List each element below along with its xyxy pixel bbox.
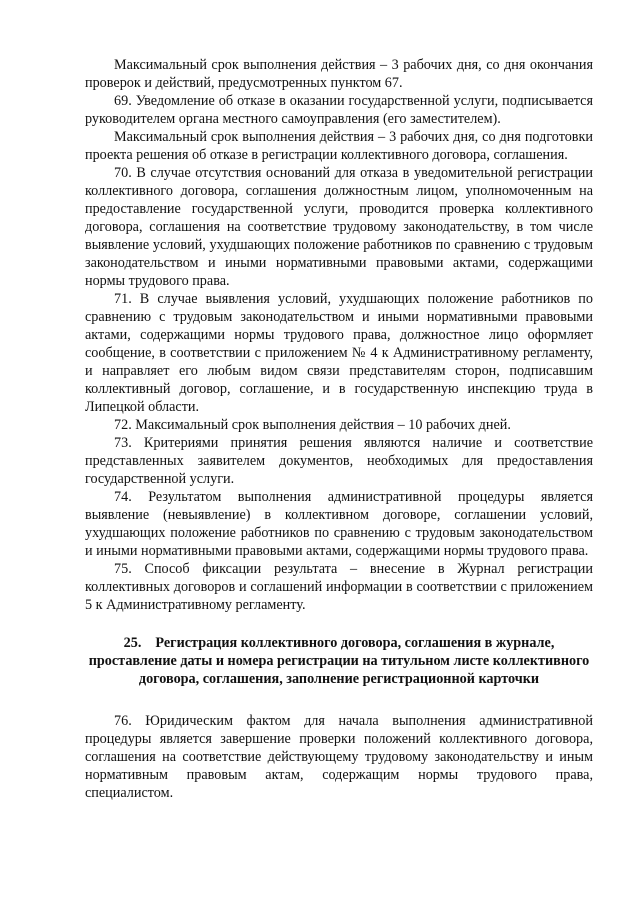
paragraph-75: 75. Способ фиксации результата – внесение в Журнал регистрации коллективных договоров и соглашений информации в соответствии с приложением 5 к Административному регламенту. bbox=[85, 561, 593, 613]
paragraph-71: 71. В случае выявления условий, ухудшающих положение работников по сравнению с трудовым законодательством и иными нормативными правовыми актами, содержащими нормы трудового права, должностное лицо оформляет сообщение, в соответствии с приложением № 4 к Административному регламенту, и направляет его любым видом связи представителям сторон, подписавшим коллективный договор, соглашение, и в государственную инспекцию труда в Липецкой области. bbox=[85, 291, 593, 415]
paragraph-73: 73. Критериями принятия решения являются наличие и соответствие представленных заявителем документов, необходимых для предоставления государственной услуги. bbox=[85, 435, 593, 487]
paragraph-69: 69. Уведомление об отказе в оказании государственной услуги, подписывается руководителем органа местного самоуправления (его заместителем). bbox=[85, 93, 593, 127]
section-number: 25. bbox=[123, 635, 142, 651]
paragraph-max-term-refusal: Максимальный срок выполнения действия – 3 рабочих дня, со дня подготовки проекта решения об отказе в регистрации коллективного договора, соглашения. bbox=[85, 129, 593, 163]
paragraph-72: 72. Максимальный срок выполнения действия – 10 рабочих дней. bbox=[114, 417, 511, 433]
paragraph-max-term-67: Максимальный срок выполнения действия – 3 рабочих дня, со дня окончания проверок и действий, предусмотренных пунктом 67. bbox=[85, 57, 593, 91]
paragraph-76: 76. Юридическим фактом для начала выполнения административной процедуры является завершение проверки положений коллективного договора, соглашения на соответствие действующему трудовому законодательству и иным нормативным правовым актам, содержащим нормы трудового права, специалистом. bbox=[85, 713, 593, 801]
section-title: Регистрация коллективного договора, соглашения в журнале, проставление даты и номера регистрации на титульном листе коллективного договора, соглашения, заполнение регистрационной карточки bbox=[88, 635, 590, 687]
paragraph-70: 70. В случае отсутствия оснований для отказа в уведомительной регистрации коллективного договора, соглашения должностным лицом, уполномоченным на предоставление государственной услуги, проводится проверка коллективного договора, соглашения на соответствие трудовому законодательству, в том числе выявление условий, ухудшающих положение работников по сравнению с трудовым законодательством и иными нормативными правовыми актами, содержащими нормы трудового права. bbox=[85, 165, 593, 289]
section-heading-25 bbox=[85, 634, 593, 688]
document-page bbox=[85, 56, 593, 802]
paragraph-74: 74. Результатом выполнения административной процедуры является выявление (невыявление) в коллективном договоре, соглашении условий, ухудшающих положение работников по сравнению с трудовым законодательством и иными нормативными правовыми актами, содержащими нормы трудового права. bbox=[85, 489, 593, 559]
